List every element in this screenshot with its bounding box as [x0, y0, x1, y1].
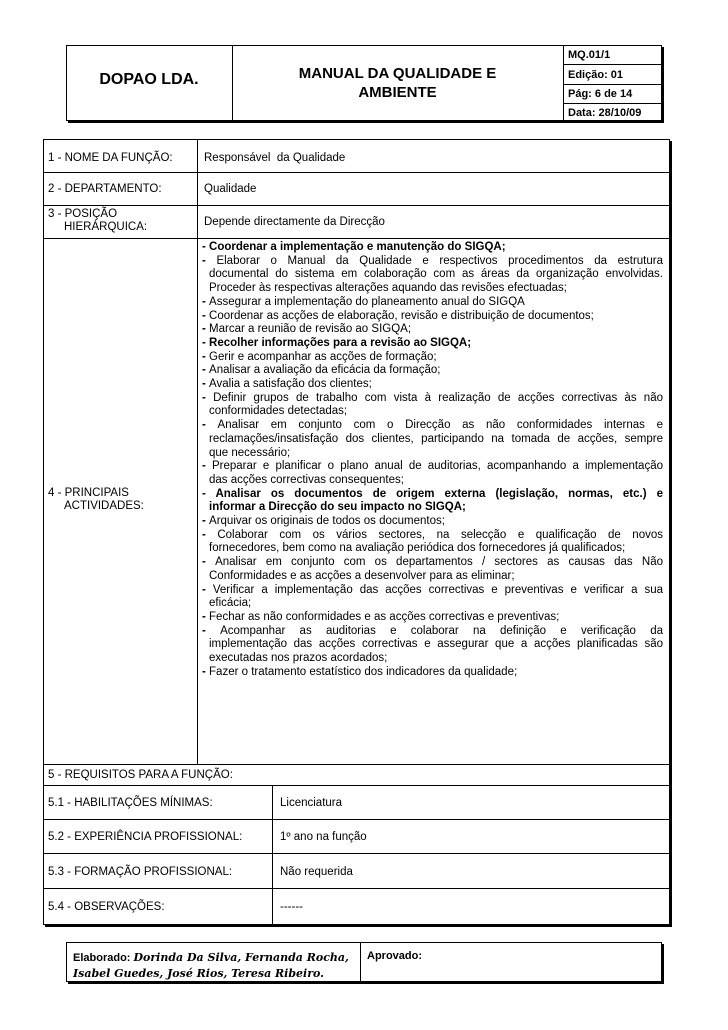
header-divider-1: [232, 45, 233, 121]
elaborado-label: Elaborado:: [73, 952, 131, 964]
row-line-5: [43, 785, 670, 786]
activity-text: Acompanhar as auditorias e colaborar na definição e verificação da: [220, 624, 663, 637]
activity-bullet: -: [202, 254, 217, 267]
elaborado-block: [73, 950, 349, 982]
departamento-label: 2 - DEPARTAMENTO:: [48, 183, 162, 195]
activity-text: Coordenar as acções de elaboração, revisão e distribuição de documentos;: [209, 309, 594, 322]
actividades-label-1: 4 - PRINCIPAIS: [48, 487, 129, 499]
elaborado-names-line-1: Dorinda Da Silva, Fernanda Rocha,: [133, 951, 349, 964]
activity-text: Elaborar o Manual da Qualidade e respectivos procedimentos da estrutura: [216, 254, 663, 267]
habilitacoes-value: Licenciatura: [280, 797, 343, 809]
activity-text: Analisar em conjunto com os departamentos / sectores as causas das Não: [215, 556, 663, 569]
activity-item: [202, 337, 663, 351]
formacao-value: Não requerida: [280, 866, 353, 878]
departamento-value: Qualidade: [204, 183, 257, 195]
activity-item: [202, 488, 663, 515]
formacao-label: 5.3 - FORMAÇÃO PROFISSIONAL:: [48, 866, 233, 878]
posicao-value: Depende directamente da Direcção: [204, 216, 385, 228]
activity-line: implementação das acções correctivas e assegurar que a acções planificadas são: [209, 638, 663, 651]
activity-text: Fechar as não conformidades e as acções correctivas e preventivas;: [209, 610, 560, 623]
requisitos-title: 5 - REQUISITOS PARA A FUNÇÃO:: [48, 769, 233, 781]
activity-line: [202, 515, 663, 529]
activity-line: [202, 419, 663, 433]
posicao-label-2: HIERÁRQUICA:: [64, 221, 148, 233]
activity-text: Analisar os documentos de origem externa (legislação, normas, etc.) e: [215, 487, 663, 500]
activity-item: [202, 364, 663, 378]
activity-bullet: -: [202, 364, 210, 377]
activity-item: [202, 419, 663, 460]
activity-bullet: -: [202, 460, 212, 473]
funcao-value: Responsável da Qualidade: [204, 152, 346, 164]
activity-text: Colaborar com os vários sectores, na selecção e qualificação de novos: [217, 528, 663, 541]
activities-list: [202, 241, 663, 680]
activity-line: [202, 392, 663, 406]
activity-text: Analisar a avaliação da eficácia da formação;: [209, 364, 441, 377]
elaborado-names-line-2: Isabel Guedes, José Rios, Teresa Ribeiro.: [73, 967, 324, 980]
activity-item: [202, 666, 663, 680]
manual-title-line-2: AMBIENTE: [358, 84, 437, 101]
activity-line: [202, 625, 663, 639]
doc-edition: Edição: 01: [568, 69, 624, 81]
experiencia-label: 5.2 - EXPERIÊNCIA PROFISSIONAL:: [48, 831, 243, 843]
aprovado-label: Aprovado:: [367, 950, 422, 962]
activity-line: que necessário;: [209, 446, 291, 459]
row-line-6: [43, 819, 670, 820]
activity-item: [202, 241, 663, 255]
observacoes-label: 5.4 - OBSERVAÇÕES:: [48, 901, 165, 913]
activity-text: Gerir e acompanhar as acções de formação;: [209, 350, 437, 363]
actividades-label-2: ACTIVIDADES:: [64, 500, 144, 512]
activity-text: Coordenar a implementação e manutenção do SIGQA;: [209, 241, 506, 253]
activity-text: Definir grupos de trabalho com vista à realização de acções correctivas às não: [213, 391, 663, 404]
manual-title-line-1: MANUAL DA QUALIDADE E: [298, 65, 497, 82]
activity-bullet: -: [202, 241, 210, 253]
activity-text: Avalia a satisfação dos clientes;: [209, 378, 372, 391]
activity-bullet: -: [202, 528, 218, 541]
activity-text: Preparar e planificar o plano anual de auditorias, acompanhando a implementação: [212, 460, 663, 473]
activity-bullet: -: [202, 556, 216, 569]
doc-page: Pág: 6 de 14: [568, 88, 633, 100]
activity-line: [202, 611, 663, 625]
header-meta-line-2: [563, 84, 662, 85]
activity-line: [202, 351, 663, 365]
activity-item: [202, 515, 663, 529]
header-divider-2: [563, 45, 564, 121]
activity-bullet: -: [202, 487, 216, 500]
row-line-7: [43, 853, 670, 854]
activity-line: [202, 666, 663, 680]
activity-bullet: -: [202, 378, 210, 391]
activity-line: [202, 310, 663, 324]
activity-bullet: -: [202, 350, 210, 363]
activity-item: [202, 255, 663, 296]
doc-reference: MQ.01/1: [568, 49, 611, 61]
activity-line: conformidades detectadas;: [209, 405, 348, 418]
activity-line: Proceder às respectivas alterações aquando das revisões efectuadas;: [209, 282, 567, 295]
activity-item: [202, 296, 663, 310]
activity-item: [202, 392, 663, 419]
activity-text: Arquivar os originais de todos os documentos;: [209, 515, 445, 528]
activity-bullet: -: [202, 610, 210, 623]
activity-item: [202, 611, 663, 625]
activity-bullet: -: [202, 309, 210, 322]
funcao-label: 1 - NOME DA FUNÇÃO:: [48, 152, 173, 164]
activity-line: [202, 323, 663, 337]
header-meta-line-3: [563, 103, 662, 104]
activity-line: eficácia;: [209, 597, 252, 610]
activity-item: [202, 460, 663, 487]
activity-line: [202, 296, 663, 310]
activity-line: [202, 255, 663, 269]
activity-line: [202, 337, 663, 351]
activity-line: [202, 460, 663, 474]
activity-line: fornecedores, bem como na avaliação periódica dos fornecedores já qualificados;: [209, 542, 626, 555]
observacoes-value: ------: [280, 901, 303, 913]
activity-text: Assegurar a implementação do planeamento anual do SIGQA: [209, 295, 525, 308]
activity-line: documental do sistema em colaboração com as áreas da organização envolvidas.: [209, 268, 663, 281]
activity-text: Recolher informações para a revisão ao SIGQA;: [209, 336, 472, 349]
activity-bullet: -: [202, 624, 221, 637]
row-line-1: [43, 172, 670, 173]
activity-line: [202, 584, 663, 598]
activity-text: Marcar a reunião de revisão ao SIGQA;: [209, 323, 412, 336]
activity-line: [202, 378, 663, 392]
activity-item: [202, 556, 663, 583]
row-line-8: [43, 888, 670, 889]
activity-line: [202, 529, 663, 543]
activity-bullet: -: [202, 583, 213, 596]
activity-item: [202, 529, 663, 556]
column-divider-bottom: [272, 785, 273, 925]
activity-bullet: -: [202, 391, 214, 404]
habilitacoes-label: 5.1 - HABILITAÇÕES MÍNIMAS:: [48, 797, 213, 809]
activity-item: [202, 323, 663, 337]
activity-item: [202, 625, 663, 666]
footer-divider: [360, 942, 361, 982]
activity-bullet: -: [202, 295, 210, 308]
activity-line: Conformidades e as acções a desenvolver para as eliminar;: [209, 569, 515, 582]
row-line-3: [43, 238, 670, 239]
activity-bullet: -: [202, 515, 210, 528]
row-line-2: [43, 205, 670, 206]
header-meta-line-1: [563, 64, 662, 65]
posicao-label-1: 3 - POSIÇÃO: [48, 208, 118, 220]
activity-line: [202, 556, 663, 570]
activity-line: das acções correctivas consequentes;: [209, 473, 404, 486]
activity-line: [202, 488, 663, 502]
activity-item: [202, 310, 663, 324]
activity-line: executadas nos prazos acordados;: [209, 652, 388, 665]
activity-line: [202, 241, 663, 255]
activity-bullet: -: [202, 336, 210, 349]
activity-bullet: -: [202, 419, 218, 432]
activity-line: informar a Direcção do seu impacto no SIGQA;: [209, 501, 466, 514]
column-divider-top: [197, 139, 198, 764]
activity-line: [202, 364, 663, 378]
doc-date: Data: 28/10/09: [568, 107, 642, 119]
activity-item: [202, 351, 663, 365]
company-name: DOPAO LDA.: [99, 71, 199, 88]
row-line-4: [43, 764, 670, 765]
activity-text: Fazer o tratamento estatístico dos indicadores da qualidade;: [209, 665, 518, 678]
activity-item: [202, 584, 663, 611]
activity-bullet: -: [202, 323, 210, 336]
activity-text: Analisar em conjunto com o Direcção as não conformidades internas e: [217, 419, 663, 432]
activity-text: Verificar a implementação das acções correctivas e preventivas e verificar a sua: [212, 583, 664, 596]
activity-item: [202, 378, 663, 392]
experiencia-value: 1º ano na função: [280, 831, 367, 843]
activity-line: reclamações/insatisfação dos clientes, participando na tomada de acções, sempre: [209, 432, 663, 445]
activity-bullet: -: [202, 665, 210, 678]
